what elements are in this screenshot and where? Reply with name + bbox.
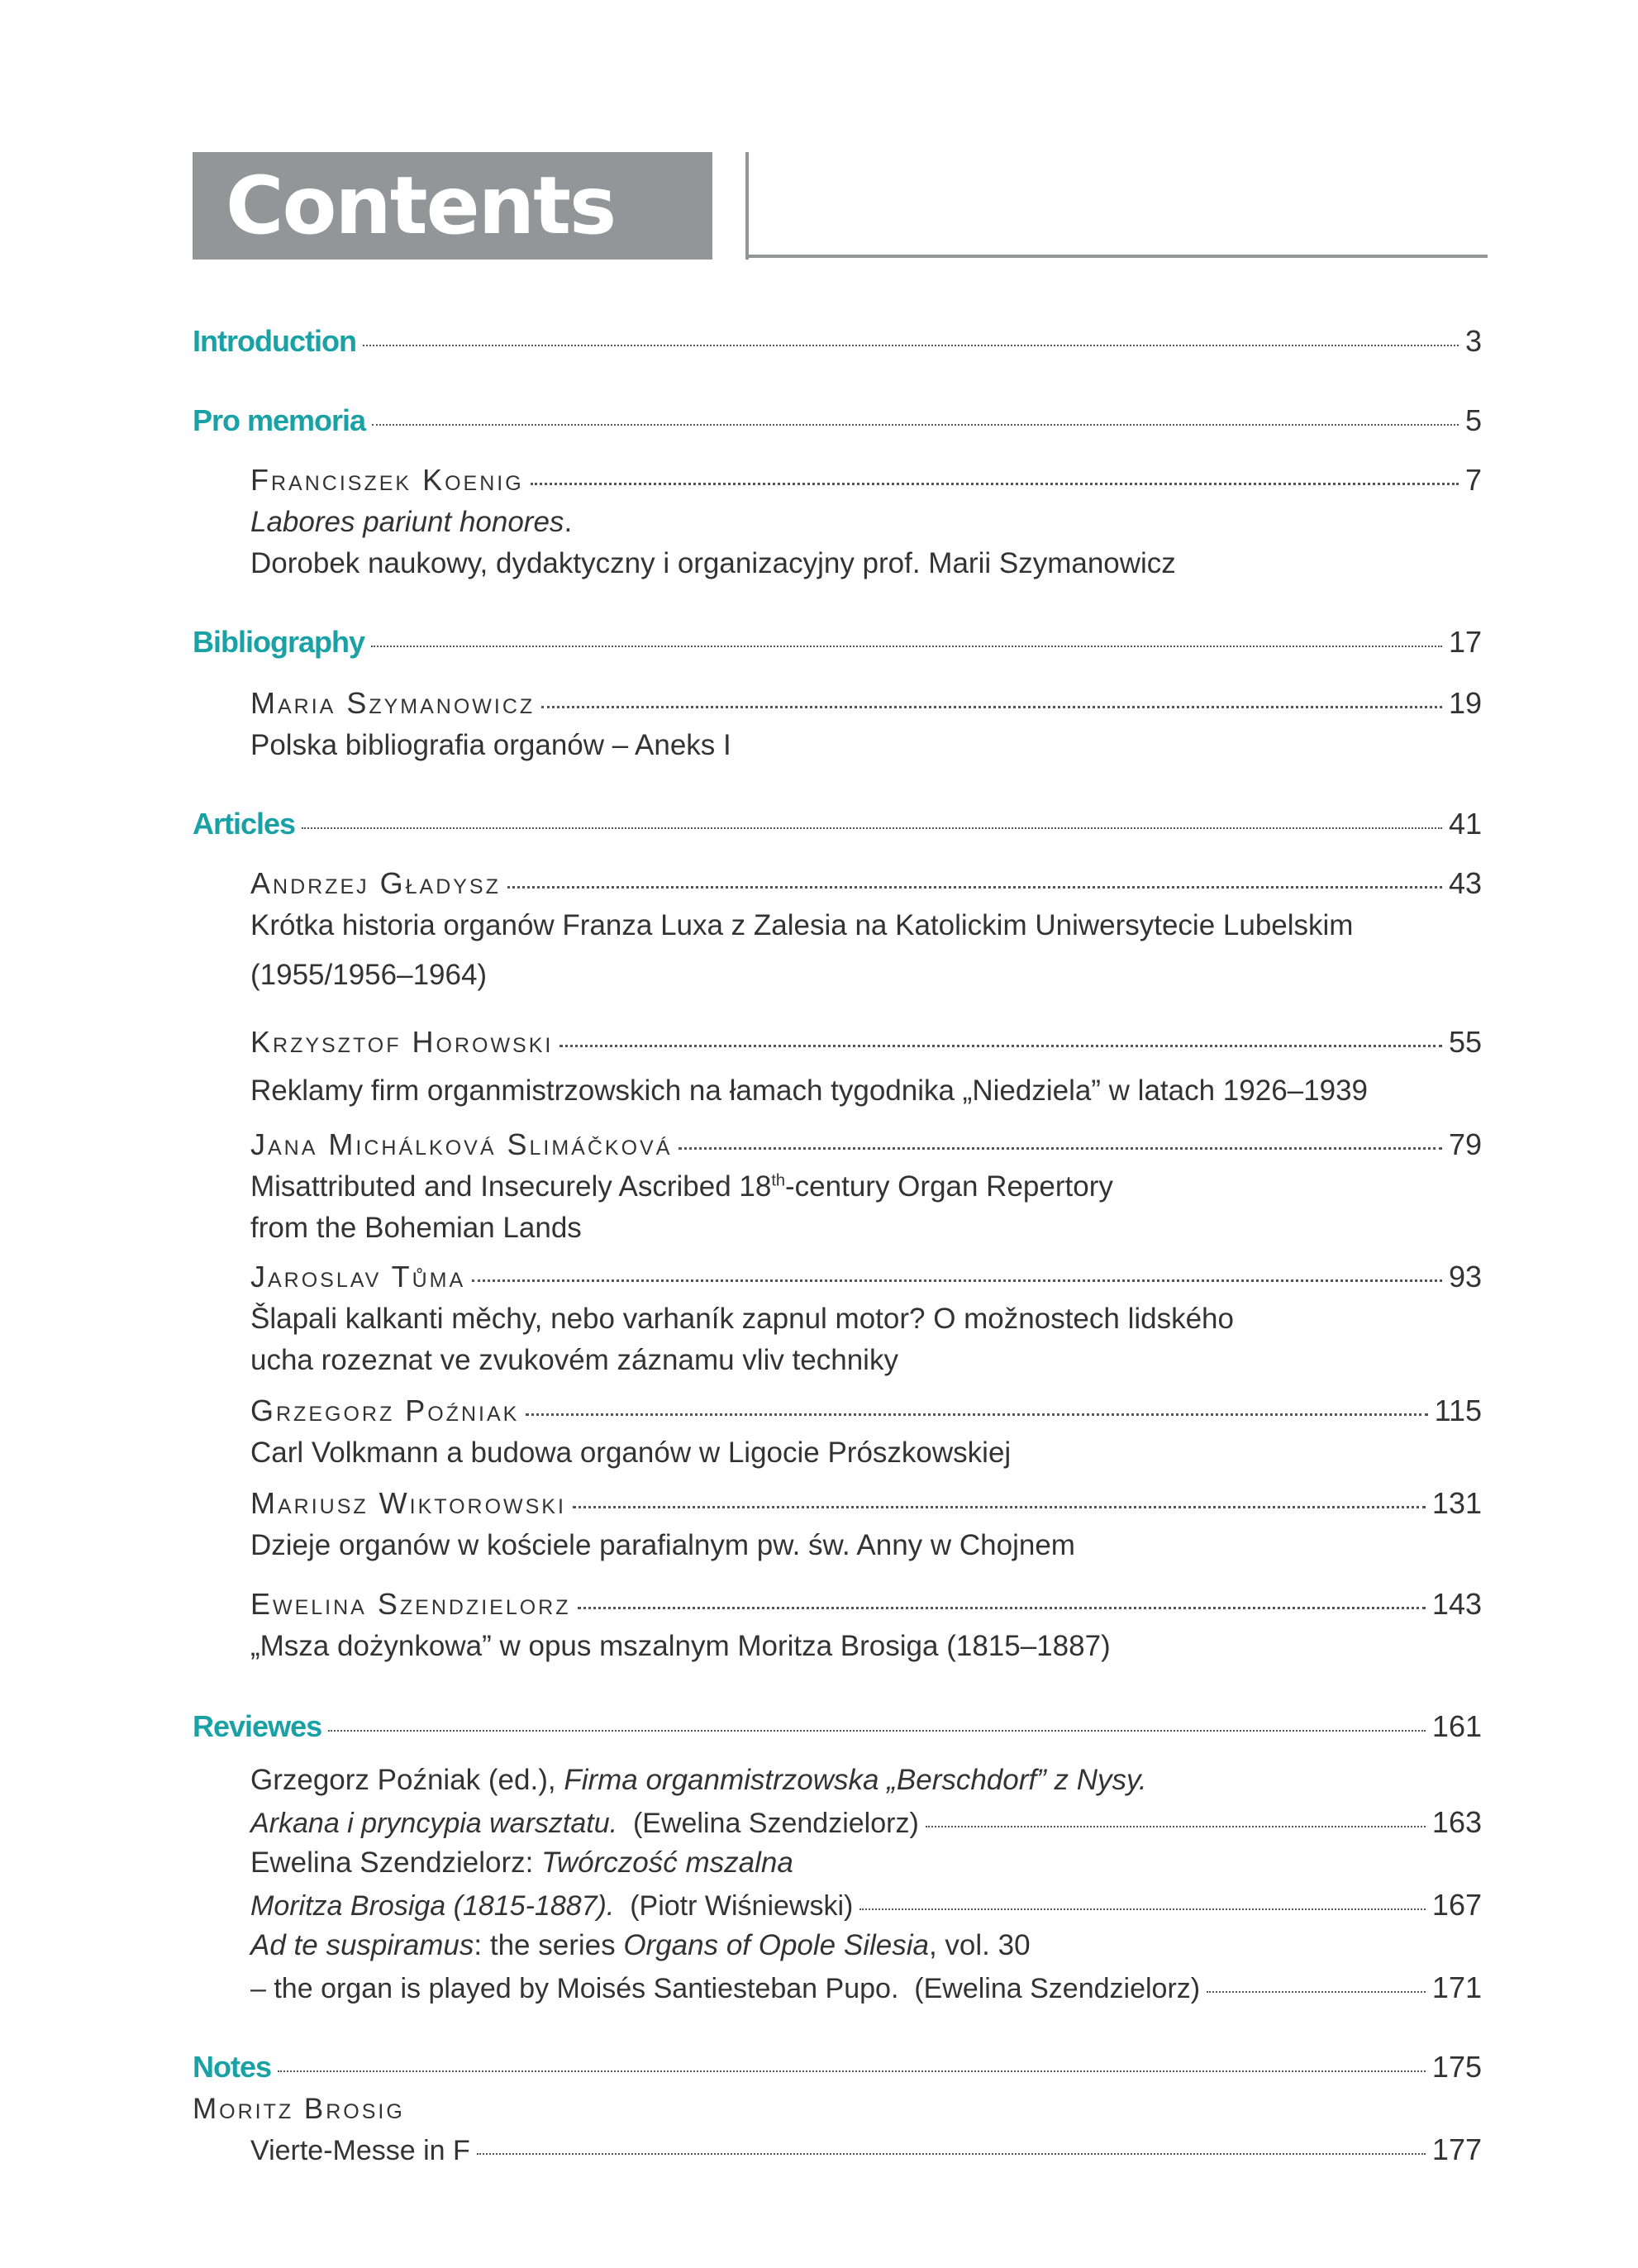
dot-leader (573, 1506, 1426, 1508)
dot-leader (559, 1045, 1442, 1047)
dot-leader (859, 1908, 1426, 1910)
toc-entry-review-brosig[interactable] (250, 1888, 1482, 1923)
toc-entry-gladysz[interactable] (250, 866, 1482, 901)
review-author: Grzegorz Poźniak (ed.), (250, 1764, 564, 1796)
entry-author: Krzysztof Horowski (250, 1025, 554, 1059)
entry-title-line: ucha rozeznat ve zvukovém záznamu vliv techniky (250, 1344, 898, 1376)
review-book-title: Firma organmistrzowska „Berschdorf” z Nysy. (564, 1764, 1147, 1796)
page-number: 93 (1448, 1260, 1482, 1294)
review-text: , vol. 30 (928, 1929, 1031, 1961)
entry-title-line: Krótka historia organów Franza Luxa z Zalesia na Katolickim Uniwersytecie Lubelskim (250, 909, 1354, 941)
toc-section-pro-memoria[interactable] (193, 403, 1482, 438)
section-label: Bibliography (193, 625, 365, 659)
toc-section-introduction[interactable] (193, 324, 1482, 359)
contents-header-box (193, 152, 712, 260)
page-number: 5 (1464, 403, 1482, 437)
toc-entry-horowski[interactable] (250, 1025, 1482, 1060)
dot-leader (278, 2070, 1426, 2072)
review-line (250, 1929, 1031, 1962)
review-book-title: Arkana i pryncypia warsztatu. (250, 1808, 618, 1839)
entry-author: Jaroslav Tůma (250, 1260, 466, 1294)
entry-author: Ewelina Szendzielorz (250, 1587, 571, 1621)
entry-title-line: Carl Volkmann a budowa organów w Ligocie Prószkowskiej (250, 1437, 1012, 1469)
entry-author: Maria Szymanowicz (250, 686, 536, 720)
review-author: Ewelina Szendzielorz: (250, 1846, 542, 1879)
toc-entry-wiktorowski[interactable] (250, 1486, 1482, 1521)
toc-entry-koenig[interactable] (250, 463, 1482, 498)
dot-leader (578, 1607, 1426, 1609)
entry-title-text: -century Organ Repertory (785, 1170, 1113, 1203)
review-line (250, 1764, 1147, 1797)
page-number: 161 (1431, 1709, 1482, 1743)
toc-section-articles[interactable] (193, 807, 1482, 841)
entry-title-line: Šlapali kalkanti měchy, nebo varhaník zapnul motor? O možnostech lidského (250, 1303, 1234, 1335)
section-label: Reviewes (193, 1709, 322, 1743)
entry-title-line: Reklamy firm organmistrzowskich na łamach tygodnika „Niedziela” w latach 1926–1939 (250, 1074, 1368, 1107)
toc-entry-michalkova[interactable] (250, 1127, 1482, 1162)
toc-section-notes[interactable] (193, 2050, 1482, 2085)
dot-leader (679, 1147, 1442, 1150)
page-number: 131 (1431, 1486, 1482, 1520)
dot-leader (526, 1413, 1427, 1416)
dot-leader (477, 2153, 1426, 2155)
page-number: 19 (1448, 686, 1482, 720)
dot-leader (926, 1826, 1426, 1827)
review-cd-title: Ad te suspiramus (250, 1929, 474, 1961)
page-number: 177 (1431, 2132, 1482, 2166)
page-number: 171 (1431, 1970, 1482, 2004)
toc-entry-review-berschdorf[interactable] (250, 1805, 1482, 1840)
page-number: 143 (1431, 1587, 1482, 1621)
review-book-title: Moritza Brosiga (1815-1887). (250, 1890, 615, 1922)
dot-leader (531, 483, 1459, 485)
toc-entry-szymanowicz[interactable] (250, 686, 1482, 721)
entry-title-line: „Msza dożynkowa” w opus mszalnym Moritza Brosiga (1815–1887) (250, 1630, 1111, 1662)
entry-title-line (250, 1170, 1113, 1203)
entry-title: Vierte-Messe in F (250, 2135, 470, 2166)
entry-title-line: Dzieje organów w kościele parafialnym pw. św. Anny w Chojnem (250, 1529, 1075, 1561)
reviewer: (Piotr Wiśniewski) (614, 1890, 854, 1922)
page-number: 115 (1434, 1394, 1482, 1427)
entry-author: Jana Michálková Slimáčková (250, 1127, 673, 1161)
entry-title-text: Misattributed and Insecurely Ascribed 18 (250, 1170, 772, 1203)
toc-entry-tuma[interactable] (250, 1260, 1482, 1294)
section-label: Introduction (193, 324, 356, 358)
entry-title-line (250, 506, 572, 539)
dot-leader (507, 886, 1442, 889)
entry-title-line: Dorobek naukowy, dydaktyczny i organizacyjny prof. Marii Szymanowicz (250, 547, 1176, 579)
entry-title-italic: Labores pariunt honores (250, 506, 564, 538)
dot-leader (328, 1730, 1426, 1732)
page-number: 79 (1448, 1127, 1482, 1161)
review-line (250, 1890, 853, 1923)
dot-leader (363, 345, 1459, 346)
page-number: 3 (1464, 324, 1482, 358)
page-number: 175 (1431, 2050, 1482, 2084)
entry-author: Franciszek Koenig (250, 463, 524, 497)
review-book-title: Twórczość mszalna (541, 1846, 793, 1879)
page-number: 43 (1448, 866, 1482, 900)
toc-entry-pozniak[interactable] (250, 1394, 1482, 1428)
dot-leader (372, 424, 1459, 426)
entry-title-punct: . (564, 506, 573, 538)
dot-leader (541, 706, 1442, 708)
ordinal-superscript: th (771, 1171, 786, 1190)
toc-entry-vierte-messe[interactable] (250, 2132, 1482, 2167)
toc-section-reviewes[interactable] (193, 1709, 1482, 1744)
header-divider-horizontal (745, 255, 1488, 258)
reviewer: (Ewelina Szendzielorz) (617, 1808, 919, 1839)
dot-leader (472, 1279, 1442, 1282)
review-text: : the series (474, 1929, 624, 1961)
section-label: Articles (193, 807, 296, 841)
dot-leader (371, 646, 1442, 647)
entry-author: Andrzej Gładysz (250, 866, 501, 900)
review-line (250, 1808, 919, 1840)
dot-leader (1207, 1991, 1426, 1993)
entry-title-line: from the Bohemian Lands (250, 1212, 582, 1244)
section-label: Pro memoria (193, 403, 366, 437)
review-line: – the organ is played by Moisés Santiesteban Pupo. (Ewelina Szendzielorz) (250, 1973, 1201, 2004)
notes-author: Moritz Brosig (193, 2093, 405, 2125)
page-title: Contents (226, 160, 616, 252)
toc-entry-szendzielorz[interactable] (250, 1587, 1482, 1622)
entry-title-line: (1955/1956–1964) (250, 959, 488, 991)
entry-title-line: Polska bibliografia organów – Aneks I (250, 729, 731, 761)
page-number: 17 (1448, 625, 1482, 659)
page-number: 7 (1464, 463, 1482, 497)
header-divider-vertical (745, 152, 749, 260)
review-series-title: Organs of Opole Silesia (623, 1929, 929, 1961)
review-line (250, 1846, 793, 1880)
entry-author: Grzegorz Poźniak (250, 1394, 520, 1427)
page-number: 55 (1448, 1025, 1482, 1059)
entry-author: Mariusz Wiktorowski (250, 1486, 566, 1520)
toc-entry-review-suspiramus[interactable] (250, 1970, 1482, 2005)
page-number: 167 (1431, 1888, 1482, 1922)
dot-leader (302, 827, 1442, 829)
toc-section-bibliography[interactable] (193, 625, 1482, 660)
section-label: Notes (193, 2050, 272, 2084)
page-number: 163 (1431, 1805, 1482, 1839)
page-number: 41 (1448, 807, 1482, 841)
